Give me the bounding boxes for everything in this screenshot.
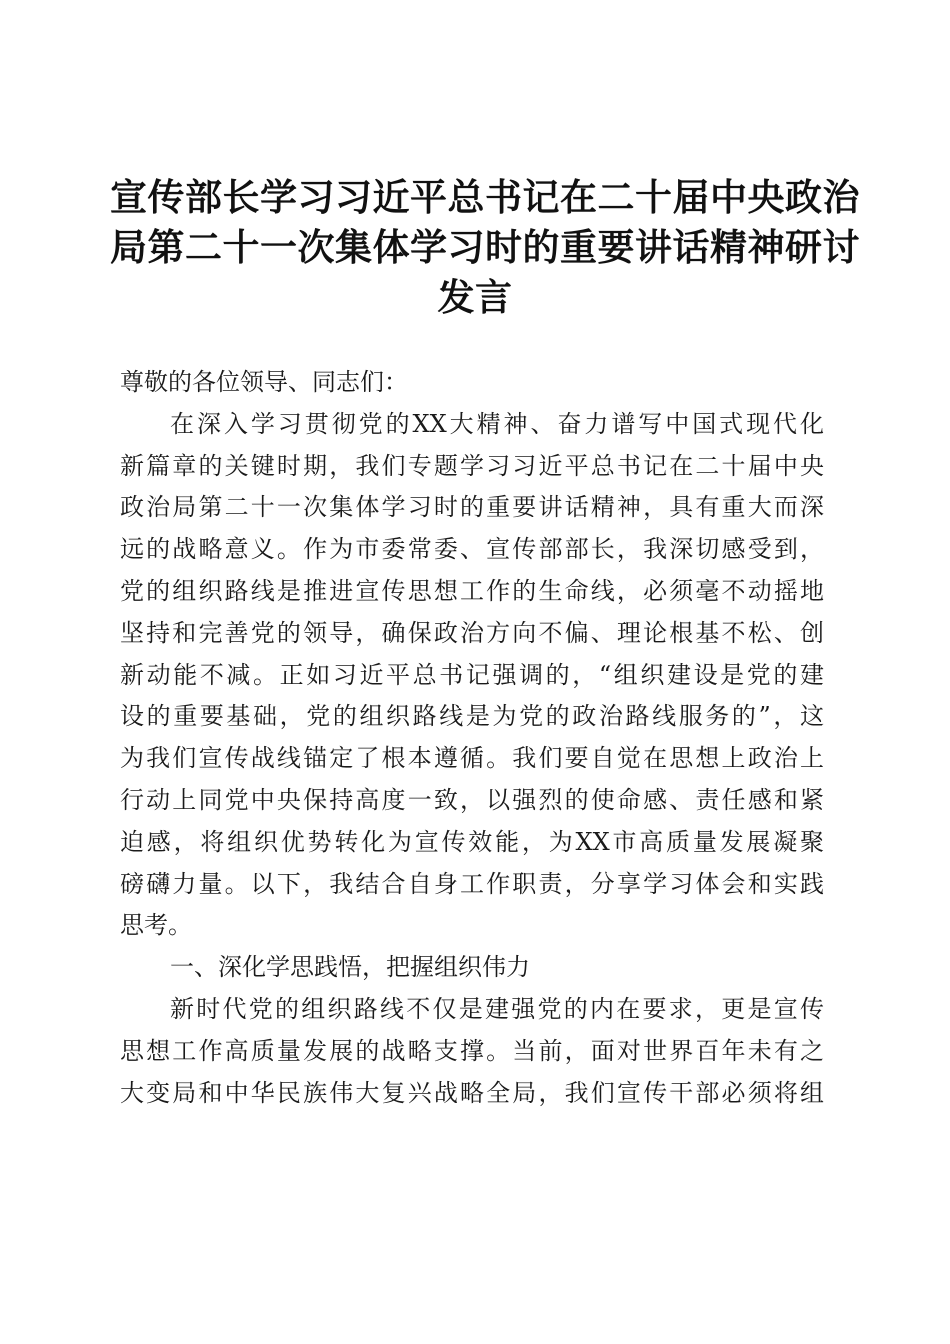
paragraph-line: 迫感，将组织优势转化为宣传效能，为XX市高质量发展凝聚	[120, 827, 824, 856]
paragraph-intro	[120, 404, 824, 947]
paragraph-line: 在深入学习贯彻党的XX大精神、奋力谱写中国式现代化	[170, 409, 824, 438]
paragraph-line: 为我们宣传战线锚定了根本遵循。我们要自觉在思想上政治上	[120, 744, 824, 773]
paragraph-line: 党的组织路线是推进宣传思想工作的生命线，必须毫不动摇地	[120, 576, 824, 605]
paragraph-line: 行动上同党中央保持高度一致，以强烈的使命感、责任感和紧	[120, 785, 824, 814]
paragraph-line: 设的重要基础，党的组织路线是为党的政治路线服务的”，这	[120, 702, 824, 731]
paragraph-line: 坚持和完善党的领导，确保政治方向不偏、理论根基不松、创	[120, 618, 824, 647]
paragraph-line: 政治局第二十一次集体学习时的重要讲话精神，具有重大而深	[120, 493, 824, 522]
paragraph-line: 远的战略意义。作为市委常委、宣传部部长，我深切感受到，	[120, 535, 824, 564]
paragraph-line: 新动能不减。正如习近平总书记强调的，“组织建设是党的建	[120, 660, 824, 689]
paragraph-section1	[120, 989, 824, 1114]
paragraph-line: 大变局和中华民族伟大复兴战略全局，我们宣传干部必须将组	[120, 1078, 824, 1107]
paragraph-line: 思想工作高质量发展的战略支撑。当前，面对世界百年未有之	[120, 1036, 824, 1065]
section-heading: 一、深化学思践悟，把握组织伟力	[170, 953, 530, 982]
paragraph-line: 磅礴力量。以下，我结合自身工作职责，分享学习体会和实践	[120, 869, 824, 898]
paragraph-line: 新时代党的组织路线不仅是建强党的内在要求，更是宣传	[170, 994, 824, 1023]
paragraph-line: 思考。	[120, 911, 192, 940]
paragraph-line: 新篇章的关键时期，我们专题学习习近平总书记在二十届中央	[120, 451, 824, 480]
document-title	[110, 172, 860, 322]
title-line: 发言	[437, 275, 513, 319]
document-body	[120, 362, 824, 1114]
title-line: 局第二十一次集体学习时的重要讲话精神研讨	[110, 225, 860, 269]
salutation: 尊敬的各位领导、同志们：	[120, 368, 408, 396]
title-line: 宣传部长学习习近平总书记在二十届中央政治	[110, 175, 860, 219]
